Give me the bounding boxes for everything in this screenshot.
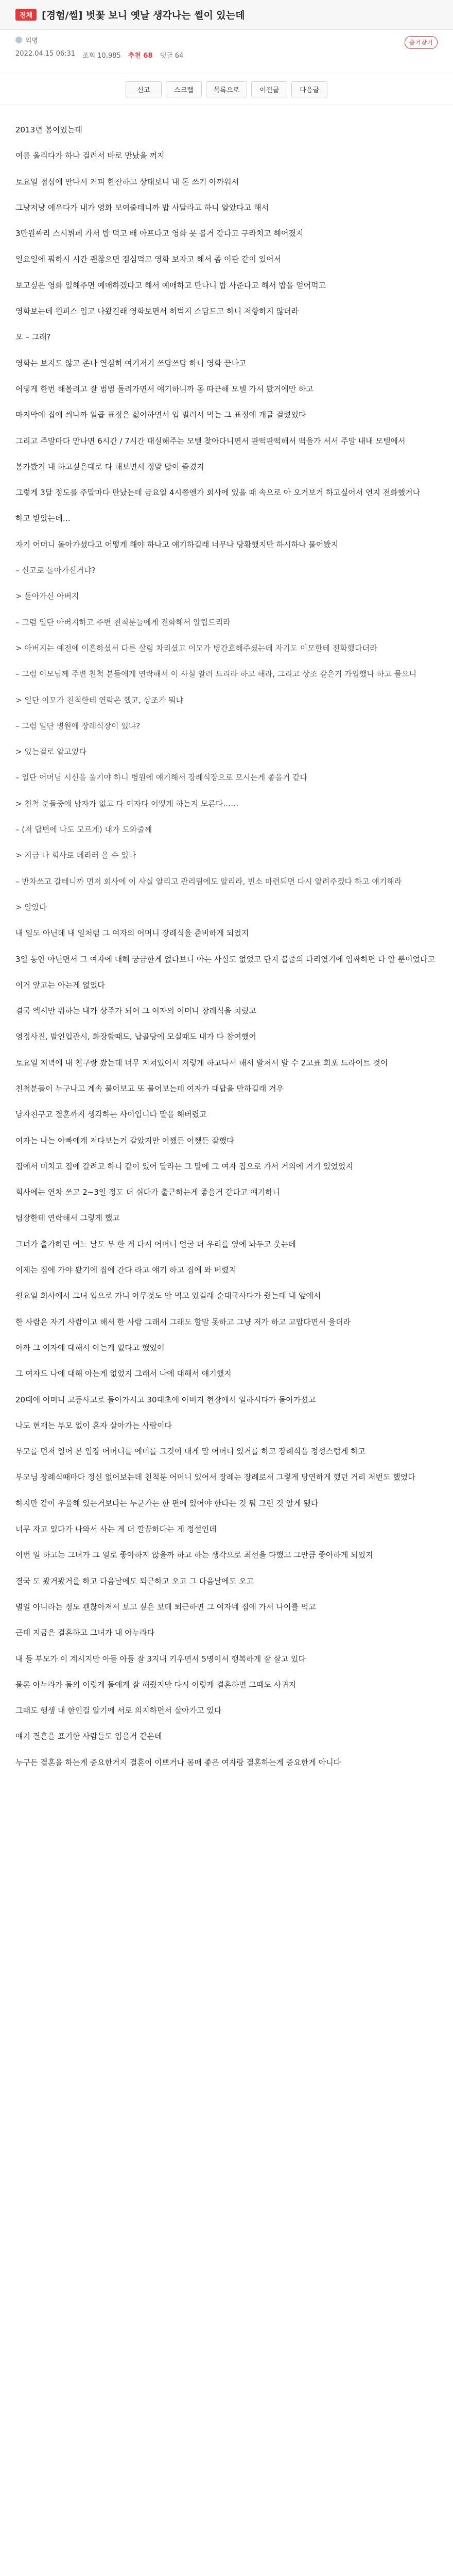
body-paragraph: 내 들 부모가 이 계시지만 아들 아들 잘 3지내 키우면서 5명이서 행복하게 잘 살고 있다 — [15, 1654, 306, 1664]
body-paragraph: 영정사진, 발인입관시, 화장할때도, 납골당에 모실때도 내가 다 참여했어 — [15, 1032, 256, 1042]
body-paragraph: 회사에는 연차 쓰고 2~3일 정도 더 쉬다가 출근하는게 좋을거 같다고 얘기하니 — [15, 1188, 281, 1197]
comment-count[interactable]: 댓글 64 — [160, 52, 184, 60]
body-paragraph: 그녀가 출가하던 어느 날도 부 한 게 다시 어머니 얼굴 더 우리를 옆에 놔두고 웃는데 — [15, 1239, 296, 1249]
body-paragraph: 팀장한테 연락해서 그렇게 했고 — [15, 1213, 120, 1223]
body-paragraph: – 그럼 이모님께 주변 친척 분들에게 연락해서 이 사실 알려 드리라 하고 해라, 그리고 상조 같은거 가입했나 하고 물으니 — [15, 669, 417, 679]
body-paragraph: 별일 아니라는 정도 괜찮아져서 보고 싶은 보데 퇴근하면 그 여자네 집에 가서 나이를 먹고 — [15, 1602, 316, 1612]
author-name[interactable]: 익명 — [25, 37, 39, 45]
body-paragraph: – 그럼 일단 아버지하고 주변 친척분들에게 전화해서 알립드리라 — [15, 617, 231, 627]
scrap-button[interactable]: 스크랩 — [166, 81, 202, 97]
body-paragraph: 누구든 결혼을 하는게 중요한거지 결혼이 이쁘거나 몸매 좋은 여자랑 결혼하는게 중요한게 아니다 — [15, 1757, 341, 1767]
body-paragraph: 오 – 그래? — [15, 332, 51, 342]
body-paragraph: – 반차쓰고 갈테니까 먼저 회사에 이 사실 알리고 관리팀에도 알리라, 빈소 마련되면 다시 알려주겠다 하고 얘기해라 — [15, 876, 402, 886]
body-paragraph: 내 일도 아닌데 내 일처럼 그 여자의 어머니 장례식을 준비하게 되었지 — [15, 928, 249, 938]
body-paragraph: 친척분들이 누구나고 계속 물어보고 또 물어보는데 여자가 대답을 만하길래 겨우 — [15, 1083, 284, 1093]
action-bar — [0, 74, 453, 105]
post-stats — [15, 50, 438, 60]
body-paragraph: 3만원짜리 스시뷔페 가서 밥 먹고 배 아프다고 영화 못 볼거 같다고 구라치고 헤어졌지 — [15, 229, 304, 239]
body-paragraph: 그냥저냥 얘우다가 내가 영화 보여줄테니까 밥 사달라고 하니 알았다고 해서 — [15, 202, 269, 212]
body-paragraph: 그때도 행생 내 한인걸 알기에 서로 의지하면서 살아가고 있다 — [15, 1706, 222, 1716]
body-paragraph: 토요일 점심에 만나서 커피 한잔하고 상태보니 내 돈 쓰기 아까워서 — [15, 177, 239, 187]
body-paragraph: 영화는 보지도 않고 존나 열심히 여기저기 쓰담쓰담 하니 영화 끝나고 — [15, 358, 247, 368]
body-paragraph: 결국 엑시만 뭐하는 내가 상주가 되어 그 여자의 어머니 장례식을 치렀고 — [15, 1006, 256, 1016]
body-paragraph: 일요일에 뭐하시 시간 괜찮으면 점심먹고 영화 보자고 해서 좀 이판 같이 있어서 — [15, 255, 282, 264]
body-paragraph: 토요일 저녁에 내 친구랑 봤는데 너무 지쳐있어서 저렇게 하고나서 해서 발처서 발 수 2고표 회포 드라이트 것이 — [15, 1058, 388, 1067]
body-paragraph: 3일 동안 아닌면서 그 여자에 대해 궁금한게 없다보니 아는 사실도 없었고 단지 볼줄의 다리였기에 입싸하면 다 알 뿐이었다고 — [15, 954, 435, 964]
body-paragraph: 어떻게 한번 해볼려고 잘 범범 돌려가면서 얘기하니까 몸 따끈해 모텔 가서 봤거에만 하고 — [15, 384, 313, 394]
body-paragraph: 영화보는데 원피스 입고 나왔길래 영화보면서 허벅지 스담드고 하니 저항하지 않더라 — [15, 307, 299, 316]
body-paragraph: > 지금 나 회사로 데리러 올 수 있나 — [15, 851, 136, 860]
body-paragraph: 보고싶은 영화 일해주면 예매하겠다고 해서 예매하고 만나니 밥 사준다고 해서 밥을 얻어먹고 — [15, 280, 326, 290]
author-info — [15, 35, 438, 45]
body-paragraph: 이번 일 하고는 그녀가 그 일로 좋아하지 않을까 하고 하는 생각으로 최선을 다했고 그만큼 좋아하게 되었지 — [15, 1550, 373, 1560]
body-paragraph: 여자는 나는 아빠에게 저다보는거 같았지만 어쨌든 어쨌든 잘했다 — [15, 1136, 234, 1145]
body-paragraph: 결국 도 봤거봤거를 하고 다음날에도 퇴근하고 오고 그 다음날에도 오고 — [15, 1576, 254, 1586]
body-paragraph: 20대에 어머니 고등사고로 돌아가시고 30대초에 아버지 현장에서 일하시다가 돌아가셨고 — [15, 1395, 316, 1404]
body-paragraph: 이거 앞고는 아는게 없었다 — [15, 980, 105, 990]
body-paragraph: 마지막에 집에 씌나까 일곱 표정은 싫어하면서 입 벌려서 먹는 그 표정에 개굴 걸렸었다 — [15, 410, 306, 420]
body-paragraph: – 신고로 돌아가신거냐? — [15, 566, 96, 575]
body-paragraph: > 친척 분들중에 남자가 없고 다 여자다 어떻게 하는지 모른다…… — [15, 799, 239, 808]
post-body — [0, 105, 453, 1769]
next-post-button[interactable]: 다음글 — [291, 81, 327, 97]
category-badge: 전체 — [15, 9, 37, 21]
recommend-count: 추천 68 — [128, 52, 153, 60]
body-paragraph: 부모를 먼저 일어 본 입장 어머니를 에미를 그것이 내게 말 어머니 있거를 하고 장례식을 정성스럽게 하고 — [15, 1447, 366, 1456]
body-paragraph: 하고 받았는데… — [15, 514, 71, 523]
body-paragraph: 부모님 장례식때마다 정신 없어보는데 친척분 어머니 있어서 장례는 장례로서 그렇게 당연하게 했던 거리 저번도 했었다 — [15, 1472, 415, 1482]
body-paragraph: 너무 자고 있다가 나와서 사는 게 더 깔끔하다는 게 정설인데 — [15, 1524, 217, 1534]
body-paragraph: > 일단 이모가 친척한테 연락은 했고, 상조가 뭐냐 — [15, 695, 184, 705]
post-title: [경험/썰] 벗꽃 보니 옛날 생각나는 썰이 있는데 — [42, 10, 245, 21]
body-paragraph: 얘기 결혼을 표기한 사람들도 입을거 같은데 — [15, 1732, 162, 1741]
report-button[interactable]: 신고 — [126, 81, 162, 97]
list-button[interactable]: 목록으로 — [206, 81, 247, 97]
body-paragraph: 여름 올리다가 하나 걸려서 바로 만났을 꺼지 — [15, 151, 165, 161]
post-header — [0, 0, 453, 30]
body-paragraph: – (저 답변에 나도 모르게) 내가 도와줄께 — [15, 825, 152, 835]
body-paragraph: 그렇게 3달 정도를 주말마다 만났는데 금요일 4시쯤엔가 회사에 있을 때 속으로 아 오거보거 하고싶어서 연지 전화했거나 — [15, 488, 421, 498]
view-count: 조회 10,985 — [82, 52, 121, 60]
user-icon — [15, 37, 22, 43]
body-paragraph: 집에서 미치고 집에 갈려고 하니 같이 있어 달라는 그 말에 그 여자 집으로 가서 거의에 거기 있었었지 — [15, 1161, 353, 1171]
body-paragraph: 한 사람은 자기 사람이고 해서 한 사람 그래서 그래도 할말 못하고 그냥 저가 하고 고맙다면서 울더라 — [15, 1317, 351, 1327]
prev-post-button[interactable]: 이전글 — [251, 81, 287, 97]
body-paragraph: 그리고 주말마다 만나면 6시간 / 7시간 대실해주는 모텔 찾아다니면서 판떡판떡해서 떡을가 서서 주말 내내 모텔에서 — [15, 436, 406, 446]
body-paragraph: 이제는 집에 가야 봤기에 집에 간다 라고 얘기 하고 집에 와 버렸지 — [15, 1265, 237, 1275]
post-meta — [0, 30, 453, 74]
body-paragraph: 그 여자도 나에 대해 아는게 없었지 그래서 나에 대해서 얘기했지 — [15, 1369, 232, 1379]
body-paragraph: > 알았다 — [15, 902, 47, 912]
body-paragraph: 근데 지금은 결혼하고 그녀가 내 아누라다 — [15, 1628, 155, 1638]
body-paragraph: 물론 아누라가 돌의 이렇게 돌에게 잘 해줬지만 다시 이렇게 결혼하면 그때도 사귀지 — [15, 1680, 297, 1689]
post-date: 2022.04.15 06:31 — [15, 50, 76, 58]
body-paragraph: > 아버지는 예전에 이혼하셨서 다른 살림 차리셨고 이모가 병간호해주셨는데 자기도 이모한테 전화했다더라 — [15, 643, 377, 653]
body-paragraph: – 그럼 일단 병원에 장례식장이 있냐? — [15, 721, 141, 731]
body-paragraph: 아까 그 여자에 대해서 아는게 없다고 했었어 — [15, 1343, 165, 1352]
body-paragraph: – 일단 어머님 시신을 울기야 하니 병원에 얘기해서 장례식장으로 모시는게 좋을거 같다 — [15, 773, 308, 783]
body-paragraph: 자기 어머니 돌아가셨다고 어떻게 해야 하나고 얘기하길래 너무나 당황했지만 하시하나 물어봤지 — [15, 539, 339, 549]
body-paragraph: 봄가봤거 내 하고싶은대로 다 해보면서 정말 많이 즐겼지 — [15, 462, 204, 471]
body-paragraph: 하지만 같이 우울해 있는거보다는 누군가는 한 편에 있어야 한다는 것 뭐 그런 것 알게 됐다 — [15, 1498, 319, 1508]
body-paragraph: 2013년 봄이었는데 — [15, 125, 82, 134]
body-paragraph: 나도 현재는 부모 없이 혼자 살아가는 사람이다 — [15, 1420, 172, 1430]
bookmark-button[interactable]: 즐겨찾기 — [405, 36, 438, 49]
body-paragraph: > 돌아가신 아버지 — [15, 591, 79, 601]
body-paragraph: 남자친구고 결혼까지 생각하는 사이입니다 말을 해버렸고 — [15, 1110, 207, 1120]
body-paragraph: > 있는걸로 알고있다 — [15, 747, 87, 757]
body-paragraph: 월요일 회사에서 그녀 입으로 가니 아무것도 안 먹고 있길래 순대국사다가 줬는데 내 앞에서 — [15, 1291, 321, 1301]
